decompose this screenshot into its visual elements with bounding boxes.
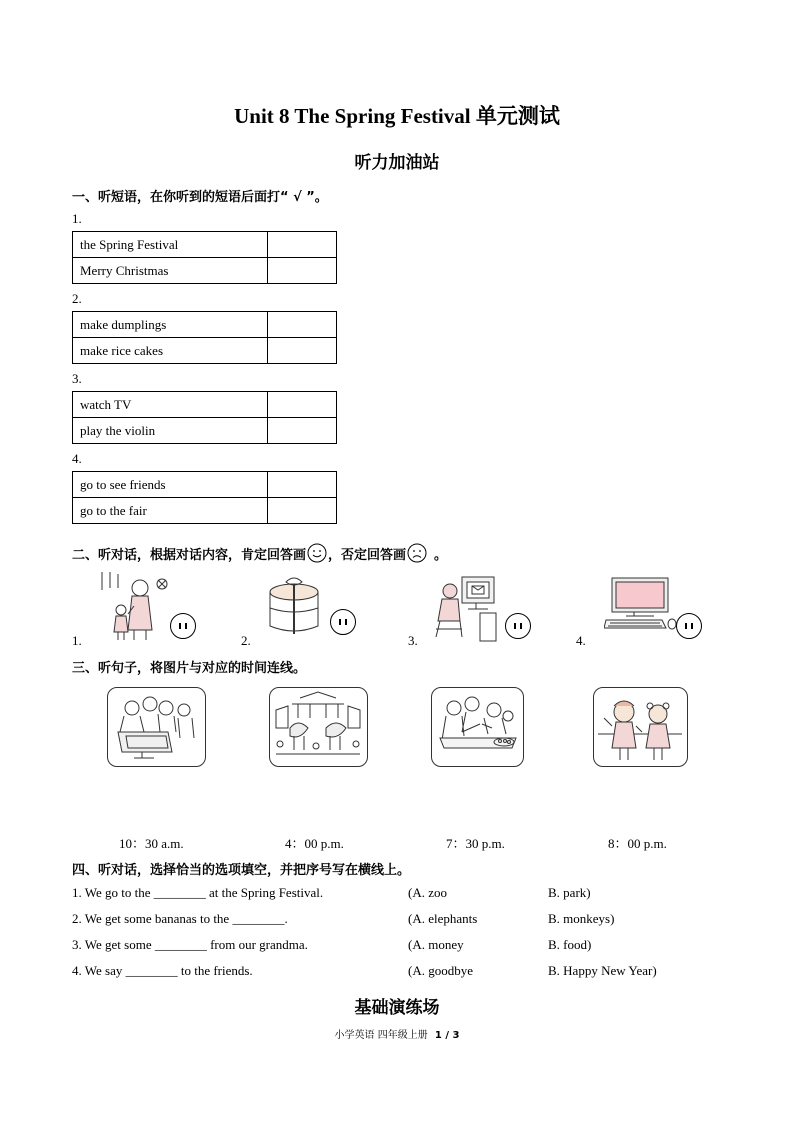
item-number: 2. <box>241 633 251 648</box>
making-dumplings-picture <box>431 687 524 767</box>
response-face-icon[interactable] <box>330 609 356 635</box>
group-number: 4. <box>72 451 82 466</box>
family-greeting-illustration <box>88 570 170 642</box>
children-greeting-picture <box>593 687 688 767</box>
question-text: 4. We say ________ to the friends. <box>72 963 253 978</box>
time-label: 8：00 p.m. <box>608 836 667 851</box>
part2-heading-text-a: 二、听对话，根据对话内容，肯定回答画 <box>72 547 307 563</box>
group-number: 3. <box>72 371 82 386</box>
part3-heading: 三、听句子，将图片与对应的时间连线。 <box>72 661 307 676</box>
phrase-cell: the Spring Festival <box>73 232 268 258</box>
footer-text: 小学英语 四年级上册 <box>334 1030 428 1041</box>
response-face-icon[interactable] <box>170 613 196 639</box>
question-text: 3. We get some ________ from our grandma. <box>72 937 308 952</box>
part2-heading-text-b: ，否定回答画 <box>328 547 407 563</box>
phrase-cell: watch TV <box>73 392 268 418</box>
response-face-icon[interactable] <box>676 613 702 639</box>
answer-box[interactable] <box>268 338 337 364</box>
answer-box[interactable] <box>268 392 337 418</box>
answer-box[interactable] <box>268 498 337 524</box>
option-b: B. Happy New Year) <box>548 963 657 978</box>
question-text: 2. We get some bananas to the ________. <box>72 911 288 926</box>
family-watching-tv-picture <box>107 687 206 767</box>
option-b: B. food) <box>548 937 592 952</box>
page-number: 1 / 3 <box>434 1030 460 1041</box>
response-face-icon[interactable] <box>505 613 531 639</box>
part2-heading <box>72 542 447 564</box>
group-number: 2. <box>72 291 82 306</box>
phrase-cell: Merry Christmas <box>73 258 268 284</box>
phrase-cell: go to see friends <box>73 472 268 498</box>
girl-at-computer-illustration <box>432 573 500 643</box>
gift-box-illustration <box>266 574 322 636</box>
page-title: Unit 8 The Spring Festival 单元测试 <box>234 104 560 128</box>
group-number: 1. <box>72 211 82 226</box>
option-b: B. park) <box>548 885 591 900</box>
part4-heading: 四、听对话，选择恰当的选项填空，并把序号写在横线上。 <box>72 863 411 878</box>
time-label: 10：30 a.m. <box>119 836 184 851</box>
item-number: 4. <box>576 633 586 648</box>
part2-heading-text-c: 。 <box>434 547 448 563</box>
phrase-table-1 <box>72 231 337 284</box>
answer-box[interactable] <box>268 232 337 258</box>
option-a: (A. goodbye <box>408 963 473 978</box>
answer-box[interactable] <box>268 258 337 284</box>
phrase-cell: make dumplings <box>73 312 268 338</box>
answer-box[interactable] <box>268 312 337 338</box>
part1-heading: 一、听短语，在你听到的短语后面打“ √ ”。 <box>72 190 328 205</box>
computer-illustration <box>604 576 678 632</box>
phrase-cell: make rice cakes <box>73 338 268 364</box>
option-a: (A. zoo <box>408 885 447 900</box>
sad-face-icon <box>406 542 428 564</box>
option-a: (A. money <box>408 937 464 952</box>
item-number: 3. <box>408 633 418 648</box>
time-label: 7：30 p.m. <box>446 836 505 851</box>
phrase-table-2 <box>72 311 337 364</box>
answer-box[interactable] <box>268 418 337 444</box>
answer-box[interactable] <box>268 472 337 498</box>
phrase-cell: play the violin <box>73 418 268 444</box>
phrase-table-4 <box>72 471 337 524</box>
time-label: 4：00 p.m. <box>285 836 344 851</box>
option-b: B. monkeys) <box>548 911 615 926</box>
phrase-cell: go to the fair <box>73 498 268 524</box>
question-text: 1. We go to the ________ at the Spring Festival. <box>72 885 324 900</box>
page-footer <box>0 1026 794 1041</box>
smiley-face-icon <box>306 542 328 564</box>
section-heading-basic: 基础演练场 <box>354 998 440 1018</box>
phrase-table-3 <box>72 391 337 444</box>
section-heading-listening: 听力加油站 <box>354 153 440 173</box>
item-number: 1. <box>72 633 82 648</box>
lion-dance-picture <box>269 687 368 767</box>
option-a: (A. elephants <box>408 911 478 926</box>
